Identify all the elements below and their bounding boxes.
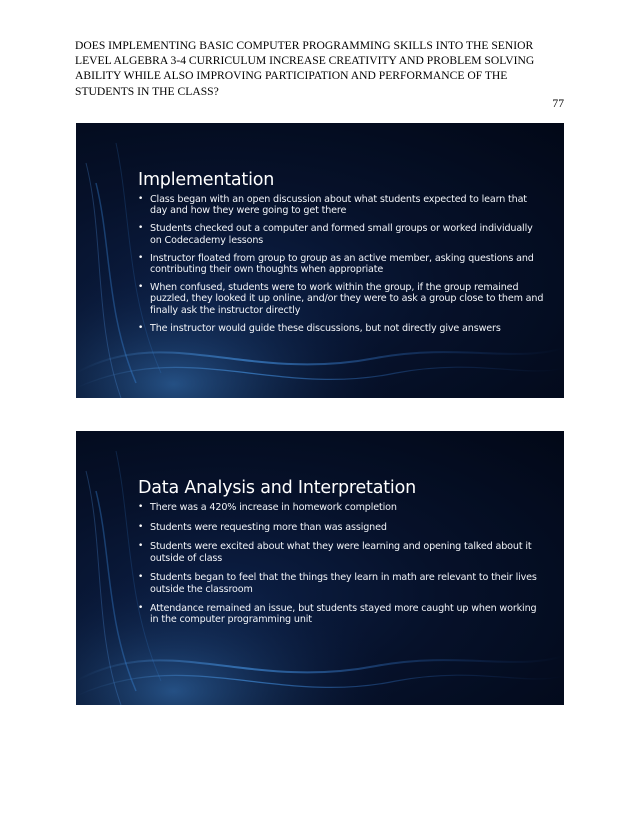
slide-content (138, 478, 544, 634)
bullet-text: When confused, students were to work within the group, if the group remained puzzled, they looked it up online, and/or they were to ask a group close to them and finally ask the instructor directly (150, 282, 544, 316)
bullet-item (138, 282, 544, 316)
bullet-icon: • (138, 194, 144, 204)
bullet-icon: • (138, 502, 144, 512)
bullet-text: Students began to feel that the things they learn in math are relevant to their lives outside the classroom (150, 572, 537, 595)
bullet-text: Students were requesting more than was assigned (150, 521, 387, 533)
bullet-icon: • (138, 322, 144, 333)
bullet-list (138, 502, 544, 626)
bullet-icon: • (138, 223, 144, 234)
bullet-list (138, 194, 544, 334)
bullet-icon: • (138, 603, 144, 614)
slide-implementation (76, 123, 564, 398)
bullet-item (138, 194, 544, 216)
bullet-text: Students were excited about what they were learning and opening talked about it outside of class (150, 541, 532, 564)
bullet-text: Instructor floated from group to group as an active member, asking questions and contributing their own thoughts when appropriate (150, 252, 534, 276)
page-number: 77 (552, 97, 564, 110)
bullet-text: Class began with an open discussion about what students expected to learn that day and how they were going to get there (150, 194, 527, 217)
bullet-text: Students checked out a computer and formed small groups or worked individually on Codecademy lessons (150, 223, 533, 246)
bullet-icon: • (138, 541, 144, 552)
bullet-icon: • (138, 252, 144, 263)
slide-title: Data Analysis and Interpretation (138, 478, 416, 498)
bullet-item (138, 253, 544, 275)
running-head: DOES IMPLEMENTING BASIC COMPUTER PROGRAMMING SKILLS INTO THE SENIOR LEVEL ALGEBRA 3-4 CURRICULUM INCREASE CREATIVITY AND PROBLEM SOLVING ABILITY WHILE ALSO IMPROVING PARTICIPATION AND PERFORMANCE OF THE STUDENTS IN THE CLASS? (75, 39, 535, 98)
bullet-icon: • (138, 572, 144, 583)
bullet-item (138, 603, 544, 625)
bullet-text: The instructor would guide these discussions, but not directly give answers (150, 322, 501, 334)
bullet-item (138, 522, 544, 533)
bullet-icon: • (138, 282, 144, 293)
bullet-text: There was a 420% increase in homework completion (150, 502, 397, 513)
bullet-item (138, 541, 544, 563)
bullet-item (138, 572, 544, 594)
bullet-item (138, 223, 544, 245)
slide-content (138, 170, 544, 341)
bullet-text: Attendance remained an issue, but students stayed more caught up when working in the computer programming unit (150, 603, 537, 626)
slide-title: Implementation (138, 170, 275, 190)
slide-data-analysis (76, 431, 564, 705)
bullet-item (138, 502, 544, 513)
bullet-item (138, 323, 544, 334)
bullet-icon: • (138, 521, 144, 532)
